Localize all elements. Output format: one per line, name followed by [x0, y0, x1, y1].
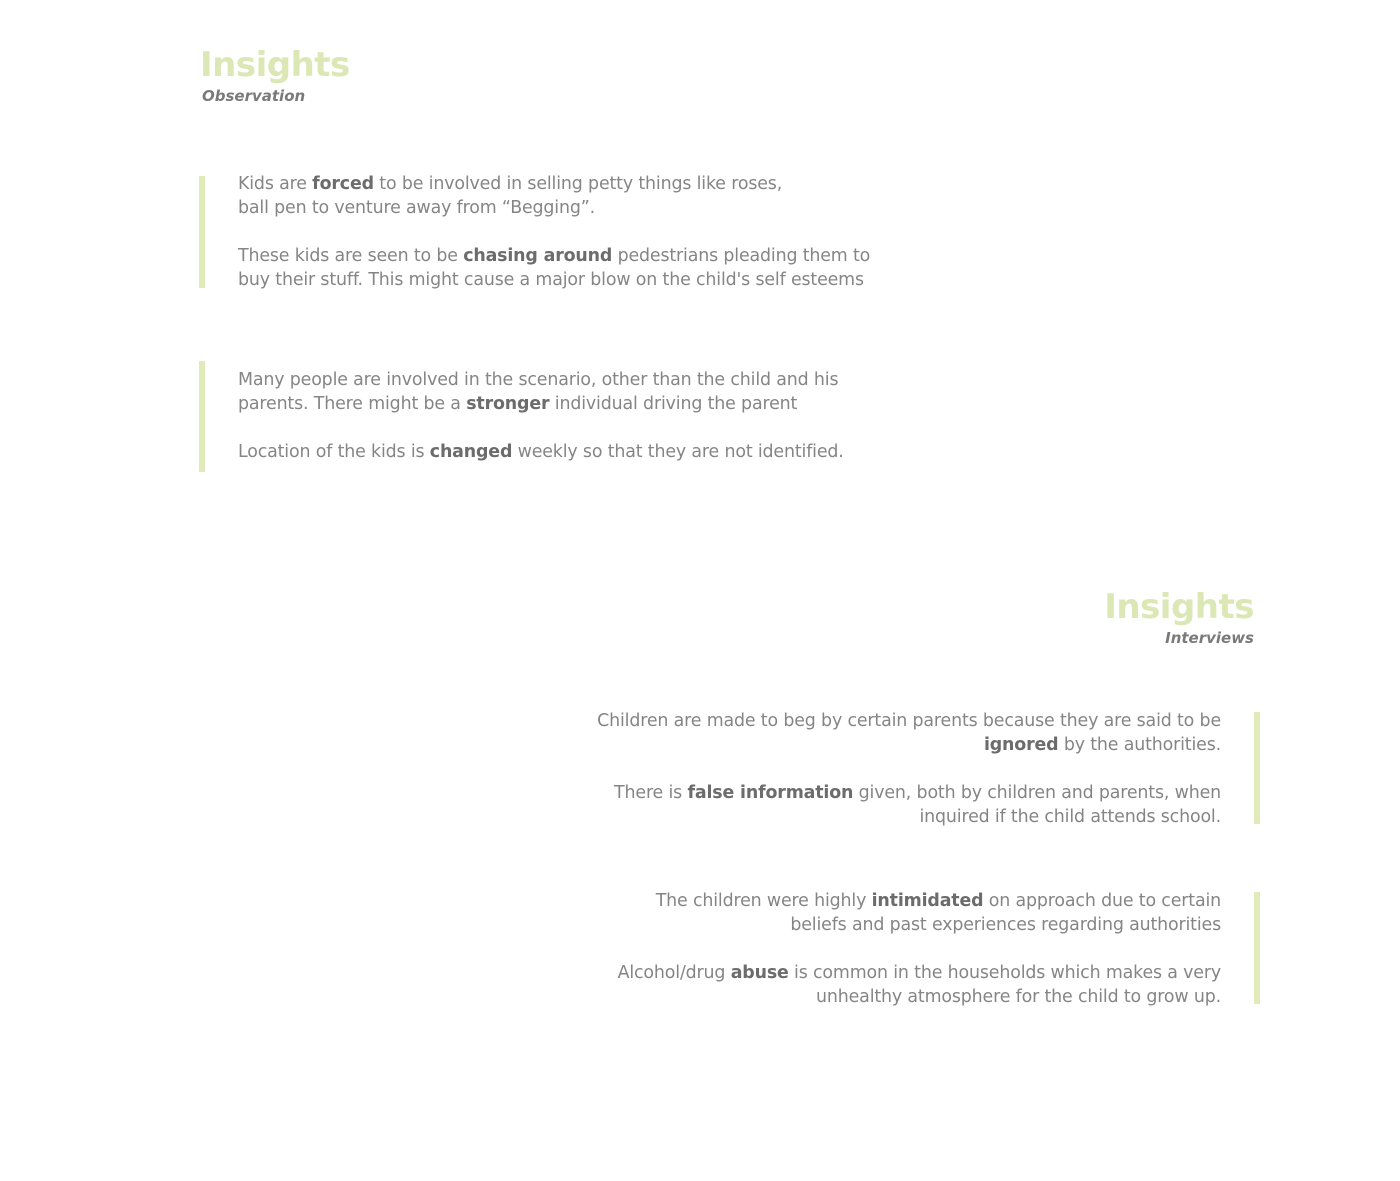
quote-text: individual driving the parent — [549, 394, 798, 414]
quote-accent-bar — [199, 176, 205, 288]
quote-paragraph — [597, 781, 1221, 829]
quote-text: to be involved in selling petty things like roses, — [373, 174, 783, 194]
quote-text: by the authorities. — [1058, 735, 1221, 755]
quote-text: Kids are — [238, 174, 313, 194]
quote-paragraph — [238, 172, 870, 220]
observation-subtitle: Observation — [202, 87, 306, 105]
quote-text: Many people are involved in the scenario, other than the child and his — [238, 370, 839, 390]
quote-text: The children were highly — [655, 891, 872, 911]
quote-text: Children are made to beg by certain parents because they are said to be — [597, 711, 1221, 731]
quote-text: Alcohol/drug — [617, 963, 731, 983]
quote-accent-bar — [1254, 712, 1260, 824]
observation-quote-2 — [238, 368, 844, 464]
quote-text: unhealthy atmosphere for the child to grow up. — [816, 987, 1221, 1007]
quote-paragraph — [238, 368, 844, 416]
quote-text: weekly so that they are not identified. — [512, 442, 844, 462]
quote-text: These kids are seen to be — [238, 246, 464, 266]
interviews-subtitle: Interviews — [1165, 629, 1254, 647]
emphasis-text: chasing around — [463, 246, 613, 266]
quote-text: buy their stuff. This might cause a major blow on the child's self esteems — [238, 270, 864, 290]
quote-text: There is — [614, 783, 688, 803]
interviews-heading — [1054, 587, 1254, 648]
quote-paragraph — [238, 440, 844, 464]
quote-paragraph — [618, 889, 1221, 937]
emphasis-text: abuse — [730, 963, 789, 983]
quote-text: on approach due to certain — [983, 891, 1221, 911]
observation-heading — [200, 45, 350, 106]
emphasis-text: stronger — [466, 394, 550, 414]
interviews-title: Insights — [1104, 587, 1254, 627]
interviews-quote-1 — [597, 709, 1221, 829]
emphasis-text: forced — [312, 174, 374, 194]
emphasis-text: false information — [687, 783, 854, 803]
quote-paragraph — [238, 244, 870, 292]
quote-text: pedestrians pleading them to — [612, 246, 871, 266]
quote-text: ball pen to venture away from “Begging”. — [238, 198, 595, 218]
emphasis-text: changed — [429, 442, 513, 462]
quote-text: is common in the households which makes a very — [788, 963, 1221, 983]
observation-quote-1 — [238, 172, 870, 292]
quote-text: Location of the kids is — [238, 442, 430, 462]
interviews-quote-2 — [618, 889, 1221, 1009]
quote-text: parents. There might be a — [238, 394, 467, 414]
observation-title: Insights — [200, 45, 350, 85]
quote-accent-bar — [1254, 892, 1260, 1004]
quote-accent-bar — [199, 361, 205, 472]
emphasis-text: ignored — [983, 735, 1059, 755]
quote-paragraph — [618, 961, 1221, 1009]
emphasis-text: intimidated — [871, 891, 984, 911]
quote-text: beliefs and past experiences regarding authorities — [790, 915, 1221, 935]
quote-paragraph — [597, 709, 1221, 757]
quote-text: given, both by children and parents, when — [853, 783, 1221, 803]
quote-text: inquired if the child attends school. — [919, 807, 1221, 827]
